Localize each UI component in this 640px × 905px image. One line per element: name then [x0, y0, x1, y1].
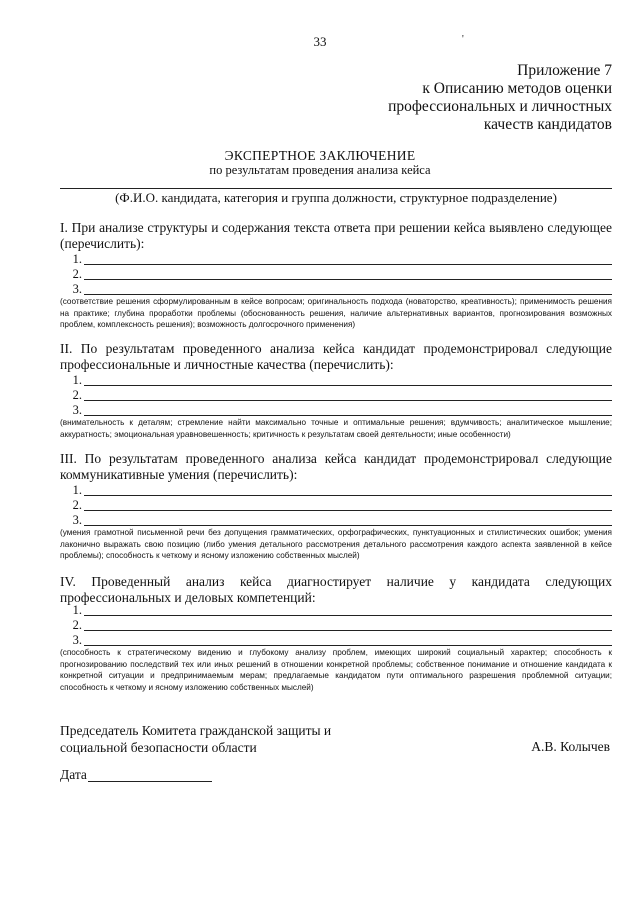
line-number: 3. [72, 282, 82, 296]
document-subtitle: по результатам проведения анализа кейса [209, 163, 431, 177]
section-2-line[interactable] [60, 388, 612, 402]
appendix-line: профессиональных и личностных [388, 98, 612, 115]
section-1-line[interactable] [60, 252, 612, 266]
fill-line [84, 264, 612, 265]
appendix-line: Приложение 7 [517, 62, 612, 79]
section-2-line[interactable] [60, 403, 612, 417]
section-2-heading: II. По результатам проведенного анализа кейса кандидат продемонстрировал следующие профессиональные и личностные качества (перечислить): [60, 341, 612, 372]
signatory-name: А.В. Колычев [531, 739, 610, 754]
line-number: 1. [72, 603, 82, 617]
fill-line [84, 630, 612, 631]
date-fill-line[interactable] [88, 781, 212, 782]
scan-mark: ' [462, 34, 464, 45]
line-number: 1. [72, 373, 82, 387]
line-number: 1. [72, 252, 82, 266]
signatory-position [60, 722, 331, 756]
fill-line [84, 645, 612, 646]
document-title: ЭКСПЕРТНОЕ ЗАКЛЮЧЕНИЕ [224, 148, 416, 163]
line-number: 3. [72, 513, 82, 527]
section-1-heading: I. При анализе структуры и содержания текста ответа при решении кейса выявлено следующее (перечислить): [60, 220, 612, 251]
section-1-line[interactable] [60, 282, 612, 296]
section-2-note: (внимательность к деталям; стремление найти максимально точные и оптимальные решения; вдумчивость; аналитическое мышление; аккуратность; эмоциональная уравновешенность; критичность к результатам своей деятельности; иные особенности) [60, 418, 612, 439]
line-number: 2. [72, 498, 82, 512]
section-3-heading: III. По результатам проведенного анализа кейса кандидат продемонстрировал следующие коммуникативные умения (перечислить): [60, 451, 612, 482]
section-3-line[interactable] [60, 498, 612, 512]
line-number: 3. [72, 403, 82, 417]
page-number: 33 [313, 34, 327, 49]
section-4-line[interactable] [60, 603, 612, 617]
section-4-line[interactable] [60, 618, 612, 632]
fill-line [84, 385, 612, 386]
fill-line [84, 615, 612, 616]
line-number: 2. [72, 388, 82, 402]
appendix-line: качеств кандидатов [483, 116, 612, 133]
section-3-line[interactable] [60, 513, 612, 527]
fill-line [84, 510, 612, 511]
fill-line [84, 294, 612, 295]
fill-line [84, 415, 612, 416]
line-number: 2. [72, 618, 82, 632]
section-1-note: (соответствие решения сформулированным в кейсе вопросам; оригинальность подхода (новаторство, креативность); применимость решения на практике; глубина проработки проблемы (обоснованность решения, наличие альтернативных вариантов, прогнозирования возможных проблем, комплексность решения); возможность долгосрочного применения) [60, 297, 612, 329]
section-3-line[interactable] [60, 483, 612, 497]
fio-fill-line[interactable] [60, 188, 612, 189]
section-3-note: (умения грамотной письменной речи без допущения грамматических, орфографических, пунктуационных и стилистических ошибок; умения лаконично выражать свою позицию (либо умения детального рассмотрения детального рассмотрения каждого аспекта заявленной в кейсе проблемы); способность к четкому и ясному изложению собственных мыслей) [60, 528, 612, 560]
date-label: Дата [60, 767, 87, 782]
appendix-block [292, 62, 612, 134]
appendix-line: к Описанию методов оценки [422, 80, 612, 97]
position-line: социальной безопасности области [60, 740, 257, 755]
line-number: 3. [72, 633, 82, 647]
line-number: 2. [72, 267, 82, 281]
fill-line [84, 495, 612, 496]
fio-caption: (Ф.И.О. кандидата, категория и группа должности, структурное подразделение) [115, 190, 557, 205]
section-4-line[interactable] [60, 633, 612, 647]
fill-line [84, 525, 612, 526]
fill-line [84, 279, 612, 280]
section-1-line[interactable] [60, 267, 612, 281]
section-2-line[interactable] [60, 373, 612, 387]
position-line: Председатель Комитета гражданской защиты и [60, 723, 332, 738]
fill-line [84, 400, 612, 401]
section-4-note: (способность к стратегическому видению и глубокому анализу проблем, имеющих широкий социальный характер; способность к прогнозированию последствий тех или иных решений в отношении конкретной проблемы; собственное понимание и отношение кандидата к конкретной ситуации и предпринимаемым мерам; предлагаемые кандидатом пути оптимального разрешения проблемной ситуации; способность к четкому и ясному изложению собственных мыслей) [60, 648, 612, 692]
line-number: 1. [72, 483, 82, 497]
section-4-heading: IV. Проведенный анализ кейса диагностирует наличие у кандидата следующих профессиональных и деловых компетенций: [60, 574, 612, 605]
